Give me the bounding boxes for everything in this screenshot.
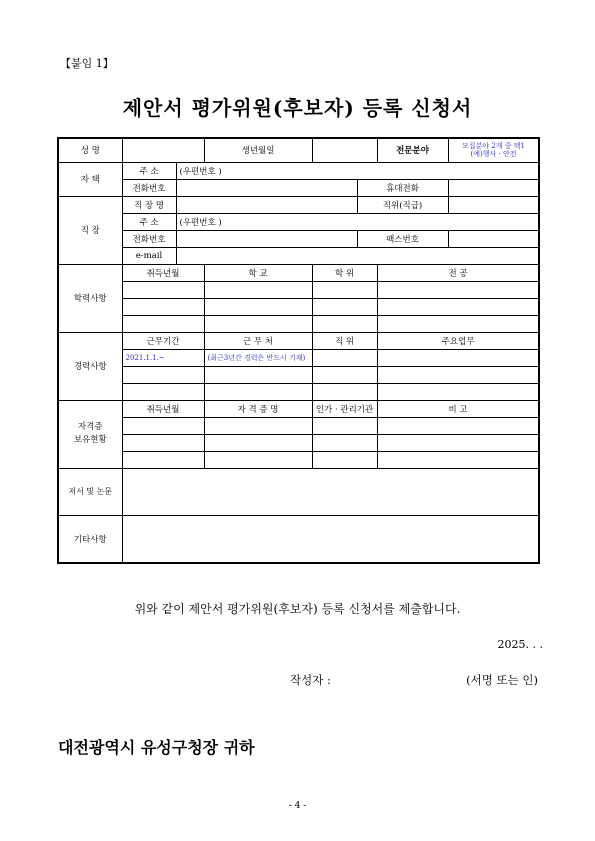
cert-label: 자격증 보유현황 bbox=[58, 400, 122, 468]
position-label: 직위(직급) bbox=[357, 196, 448, 213]
cert-header: 비 고 bbox=[377, 400, 539, 417]
workplace-label: 직 장 명 bbox=[122, 196, 176, 213]
signature-label: (서명 또는 인) bbox=[466, 673, 538, 687]
papers-label: 저서 및 논문 bbox=[58, 468, 122, 515]
edu-cell[interactable] bbox=[312, 315, 377, 332]
name-input[interactable] bbox=[122, 138, 204, 162]
work-phone-label: 전화번호 bbox=[122, 230, 176, 247]
email-label: e-mail bbox=[122, 247, 176, 264]
home-label: 자 택 bbox=[58, 162, 122, 196]
mobile-label: 휴대전화 bbox=[357, 179, 448, 196]
edu-cell[interactable] bbox=[377, 281, 539, 298]
date-line: 2025. . . bbox=[497, 638, 543, 651]
career-cell[interactable] bbox=[122, 366, 204, 383]
edu-cell[interactable] bbox=[122, 315, 204, 332]
education-label: 학력사항 bbox=[58, 264, 122, 332]
etc-input[interactable] bbox=[122, 515, 539, 563]
home-phone-label: 전화번호 bbox=[122, 179, 176, 196]
edu-cell[interactable] bbox=[122, 298, 204, 315]
career-cell[interactable] bbox=[204, 383, 312, 400]
field-note: 모집분야 2개 중 택1 (예)행사 · 안전 bbox=[448, 138, 539, 162]
career-cell[interactable] bbox=[312, 349, 377, 366]
fax-label: 팩스번호 bbox=[357, 230, 448, 247]
career-cell[interactable] bbox=[377, 383, 539, 400]
cert-header: 인가 · 관리기관 bbox=[312, 400, 377, 417]
name-label: 성 명 bbox=[58, 138, 122, 162]
edu-header: 취득년월 bbox=[122, 264, 204, 281]
cert-cell[interactable] bbox=[377, 417, 539, 434]
cert-header: 취득년월 bbox=[122, 400, 204, 417]
cert-cell[interactable] bbox=[312, 451, 377, 468]
career-cell[interactable] bbox=[377, 366, 539, 383]
career-header: 근무기간 bbox=[122, 332, 204, 349]
edu-cell[interactable] bbox=[377, 298, 539, 315]
edu-header: 학 위 bbox=[312, 264, 377, 281]
application-form bbox=[57, 137, 540, 564]
career-cell[interactable] bbox=[312, 383, 377, 400]
home-phone-input[interactable] bbox=[176, 179, 357, 196]
attachment-label: 【붙임 1】 bbox=[60, 57, 114, 70]
papers-input[interactable] bbox=[122, 468, 539, 515]
work-address-label: 주 소 bbox=[122, 213, 176, 230]
career-cell[interactable] bbox=[312, 366, 377, 383]
document-title: 제안서 평가위원(후보자) 등록 신청서 bbox=[122, 96, 473, 120]
position-input[interactable] bbox=[448, 196, 539, 213]
cert-cell[interactable] bbox=[122, 417, 204, 434]
home-address-label: 주 소 bbox=[122, 162, 176, 179]
cert-cell[interactable] bbox=[204, 434, 312, 451]
edu-cell[interactable] bbox=[312, 298, 377, 315]
cert-header: 자 격 증 명 bbox=[204, 400, 312, 417]
addressee: 대전광역시 유성구청장 귀하 bbox=[58, 738, 255, 757]
cert-cell[interactable] bbox=[204, 417, 312, 434]
cert-cell[interactable] bbox=[312, 434, 377, 451]
career-cell[interactable] bbox=[204, 366, 312, 383]
edu-cell[interactable] bbox=[204, 298, 312, 315]
edu-cell[interactable] bbox=[122, 281, 204, 298]
cert-cell[interactable] bbox=[204, 451, 312, 468]
birth-label: 생년월일 bbox=[204, 138, 312, 162]
edu-header: 학 교 bbox=[204, 264, 312, 281]
career-cell[interactable] bbox=[377, 349, 539, 366]
closing-statement: 위와 같이 제안서 평가위원(후보자) 등록 신청서를 제출합니다. bbox=[134, 602, 461, 616]
edu-header: 전 공 bbox=[377, 264, 539, 281]
author-label: 작성자 : bbox=[290, 673, 331, 687]
edu-cell[interactable] bbox=[377, 315, 539, 332]
career-example-note[interactable]: (최근3년간 경력은 반드시 기재) bbox=[204, 349, 312, 366]
career-header: 주요업무 bbox=[377, 332, 539, 349]
home-address-input[interactable]: (우편번호 ) bbox=[176, 162, 539, 179]
work-label: 직 장 bbox=[58, 196, 122, 264]
cert-cell[interactable] bbox=[122, 434, 204, 451]
field-label: 전문분야 bbox=[377, 138, 448, 162]
cert-cell[interactable] bbox=[122, 451, 204, 468]
email-input[interactable] bbox=[176, 247, 539, 264]
fax-input[interactable] bbox=[448, 230, 539, 247]
career-cell[interactable] bbox=[122, 383, 204, 400]
etc-label: 기타사항 bbox=[58, 515, 122, 563]
career-label: 경력사항 bbox=[58, 332, 122, 400]
work-address-input[interactable]: (우편번호 ) bbox=[176, 213, 539, 230]
page-number: - 4 - bbox=[288, 801, 307, 811]
edu-cell[interactable] bbox=[204, 315, 312, 332]
career-header: 직 위 bbox=[312, 332, 377, 349]
work-phone-input[interactable] bbox=[176, 230, 357, 247]
cert-cell[interactable] bbox=[312, 417, 377, 434]
edu-cell[interactable] bbox=[204, 281, 312, 298]
edu-cell[interactable] bbox=[312, 281, 377, 298]
cert-cell[interactable] bbox=[377, 451, 539, 468]
mobile-input[interactable] bbox=[448, 179, 539, 196]
workplace-input[interactable] bbox=[176, 196, 357, 213]
career-example-period[interactable]: 2021.1.1.~ bbox=[122, 349, 204, 366]
cert-cell[interactable] bbox=[377, 434, 539, 451]
career-header: 근 무 처 bbox=[204, 332, 312, 349]
birth-input[interactable] bbox=[312, 138, 377, 162]
